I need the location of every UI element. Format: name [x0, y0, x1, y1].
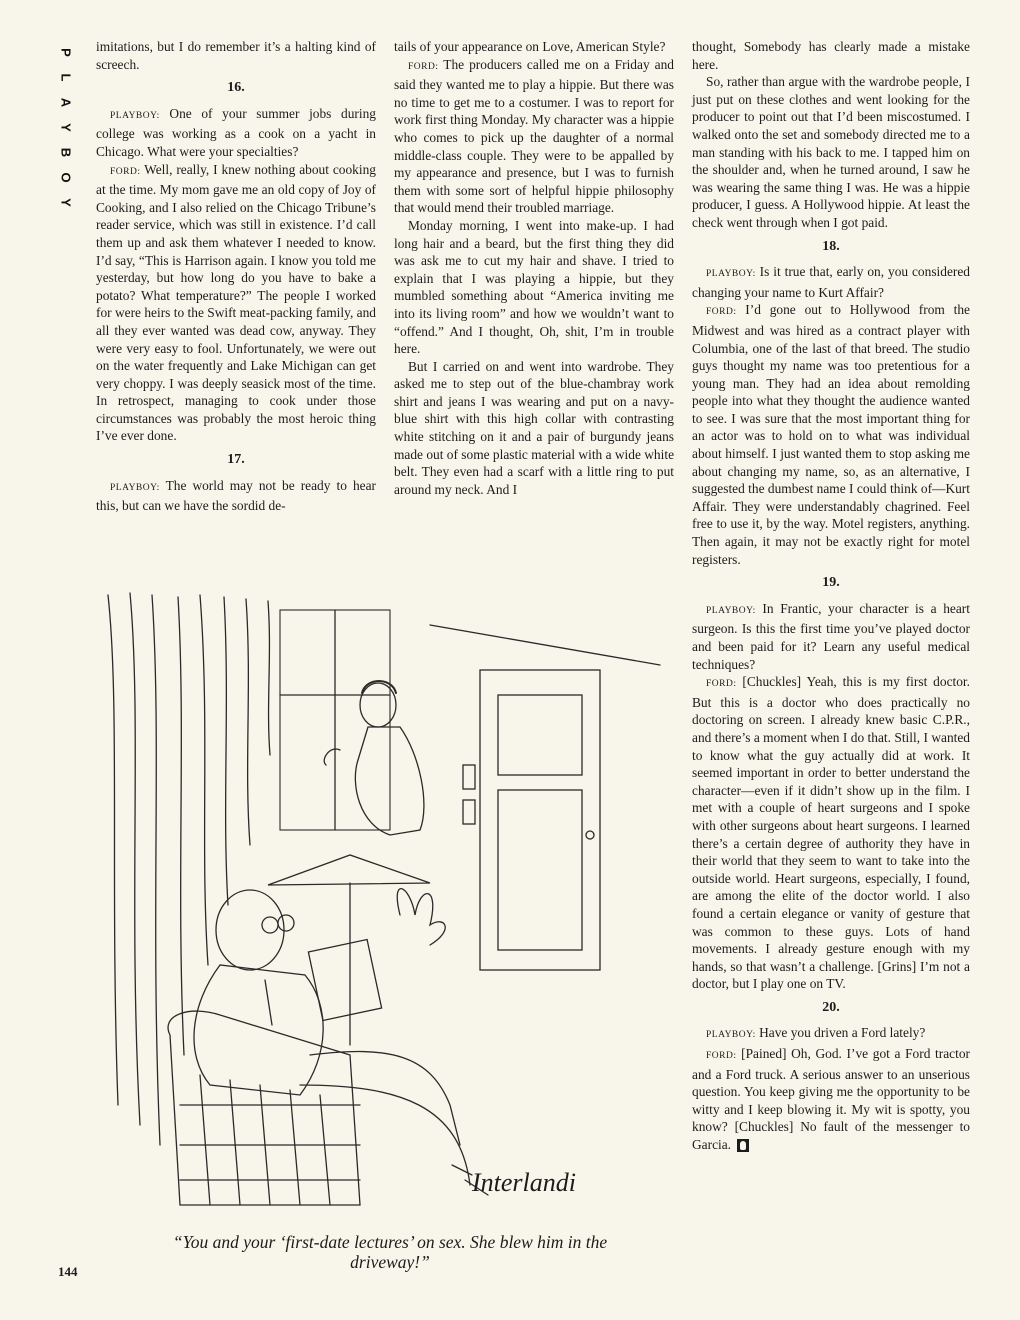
- paragraph: thought, Somebody has clearly made a mistake here.: [692, 39, 970, 72]
- text-column-3: [692, 38, 970, 1154]
- speaker-label: PLAYBOY:: [706, 269, 756, 280]
- cartoon-illustration: [100, 585, 675, 1235]
- answer: FORD: The producers called me on a Friday and said they wanted me to play a hippie. But there was no time to get me to a costumer. I was to report for work first thing Monday. My character was a hippie who comes to pick up the daughter of a normal middle-class couple. They were to be appalled by my appearance and presence, but I was to furnish them with some sort of helpful hippie philosophy that would mend their troubled marriage.: [394, 56, 674, 216]
- question: PLAYBOY: The world may not be ready to hear this, but can we have the sordid de-: [96, 477, 376, 514]
- answer: FORD: [Chuckles] Yeah, this is my first doctor. But this is a doctor who does practically no doctoring on screen. I already knew basic C.P.R., and there’s a moment when I do that. Still, I wanted to know what the guy actually did at work. It seemed important in order to better understand the character—even if it didn’t show up in the film. I met with a couple of heart surgeons and I spoke with other surgeons about heart surgeons. I learned there’s a certain degree of authority they have in their world that they seem to want to take into the outside world. Heart surgeons, especially, I found, are among the elite of the doctor world. I also found a certain elegance or vanity of gesture that was common to these guys. Lots of hand movements. I already gesture enough with my hands, so that wasn’t a challenge. [Grins] I’m not a doctor, but I play one on TV.: [692, 674, 970, 992]
- speaker-label: FORD:: [706, 307, 737, 318]
- answer: FORD: [Pained] Oh, God. I’ve got a Ford tractor and a Ford truck. A serious answer to an unserious question. You keep giving me the opportunity to be witty and I keep blowing it. My wit is spotty, you know? [Chuckles] No fault of the messenger to Garcia.: [692, 1046, 970, 1153]
- question-number: 17.: [227, 452, 245, 468]
- question: PLAYBOY: Is it true that, early on, you considered changing your name to Kurt Affair?: [692, 264, 970, 300]
- paragraph: tails of your appearance on Love, American Style?: [394, 39, 666, 54]
- artist-signature: Interlandi: [472, 1168, 576, 1197]
- question-number: 18.: [822, 238, 840, 254]
- paragraph: But I carried on and went into wardrobe. They asked me to step out of the blue-chambray work shirt and jeans I was wearing and put on a navy-blue shirt with this high collar with contrasting white stitching on it and a pair of burgundy jeans made out of some plastic material with a wide white belt. They even had a scarf with a little ring to put around my neck. And I: [394, 358, 675, 497]
- question-number: 16.: [227, 80, 245, 96]
- text-column-1: [96, 38, 376, 515]
- end-mark-icon: [737, 1139, 749, 1152]
- question: PLAYBOY: One of your summer jobs during college was working as a cook on a yacht in Chicago. What were your specialties?: [96, 105, 376, 159]
- speaker-label: PLAYBOY:: [706, 1030, 756, 1041]
- speaker-label: FORD:: [706, 679, 737, 690]
- speaker-label: PLAYBOY:: [110, 482, 160, 493]
- speaker-label: FORD:: [110, 166, 141, 177]
- paragraph: Monday morning, I went into make-up. I had long hair and a beard, but the first thing they did was ask me to cut my hair and shave. I tried to explain that I was playing a hippie, but they mumbled something about “America inviting me into its living room” and how we wouldn’t want to “offend.” And I thought, Oh, shit, I’m in trouble here.: [394, 217, 674, 357]
- cartoon-caption: “You and your ‘first-date lectures’ on sex. She blew him in the driveway!”: [172, 1232, 608, 1272]
- text-column-2: [394, 38, 674, 498]
- page-number: 144: [58, 1264, 78, 1279]
- speaker-label: FORD:: [706, 1051, 737, 1062]
- paragraph: imitations, but I do remember it’s a halting kind of screech.: [96, 39, 376, 72]
- question-number: 20.: [822, 999, 840, 1015]
- answer: FORD: I’d gone out to Hollywood from the Midwest and was hired as a contract player with Columbia, one of the last of that breed. The studio guys thought my name was too pretentious for a young man. They had an idea about remolding people into what they thought the audience wanted to see. I was sure that the most important thing for an actor was to hold on to what was individual about himself. I just wanted them to stop asking me about changing my name, so, as an alternative, I suggested the dumbest name I could think of—Kurt Affair. They were understandably chagrined. Feel free to use it, by the way. Motel registers, anything. Then again, it may not be exactly right for motel registers.: [692, 302, 970, 567]
- magazine-side-mark: P L A Y B O Y: [58, 48, 74, 207]
- speaker-label: FORD:: [408, 61, 439, 72]
- paragraph: So, rather than argue with the wardrobe people, I just put on these clothes and went looking for the producer to point out that I’d been miscostumed. I walked onto the set and somebody directed me to a man standing with his back to me. I tapped him on the shoulder and, when he turned around, I saw he was wearing the same thing I was. He was a hippie producer, I guess. A Hollywood hippie. At least the check went through when I got paid.: [692, 74, 970, 230]
- question-number: 19.: [822, 575, 840, 591]
- speaker-label: PLAYBOY:: [706, 605, 756, 616]
- answer: FORD: Well, really, I knew nothing about cooking at the time. My mom gave me an old copy of Joy of Cooking, and I also relied on the Chicago Tribune’s reader service, which was still in existence. I’d call them up and ask them whatever I needed to know. I’d say, “This is Harrison again. I know you told me yesterday, but how long do you have to bake a potato? What temperature?” The people I worked for were heirs to the Swift meat-packing family, and all they ever wanted was dead cow, anyway. They were very easy to fool. Unfortunately, we were out on the water frequently and Lake Michigan can get very choppy. I was deeply seasick most of the time. In retrospect, managing to cook under those circumstances was probably the most heroic thing I’ve ever done.: [96, 161, 376, 444]
- question: PLAYBOY: In Frantic, your character is a heart surgeon. Is this the first time you’ve played doctor and been paid for it? Learn any useful medical techniques?: [692, 600, 970, 672]
- speaker-label: PLAYBOY:: [110, 110, 160, 121]
- question: PLAYBOY: Have you driven a Ford lately?: [706, 1025, 926, 1041]
